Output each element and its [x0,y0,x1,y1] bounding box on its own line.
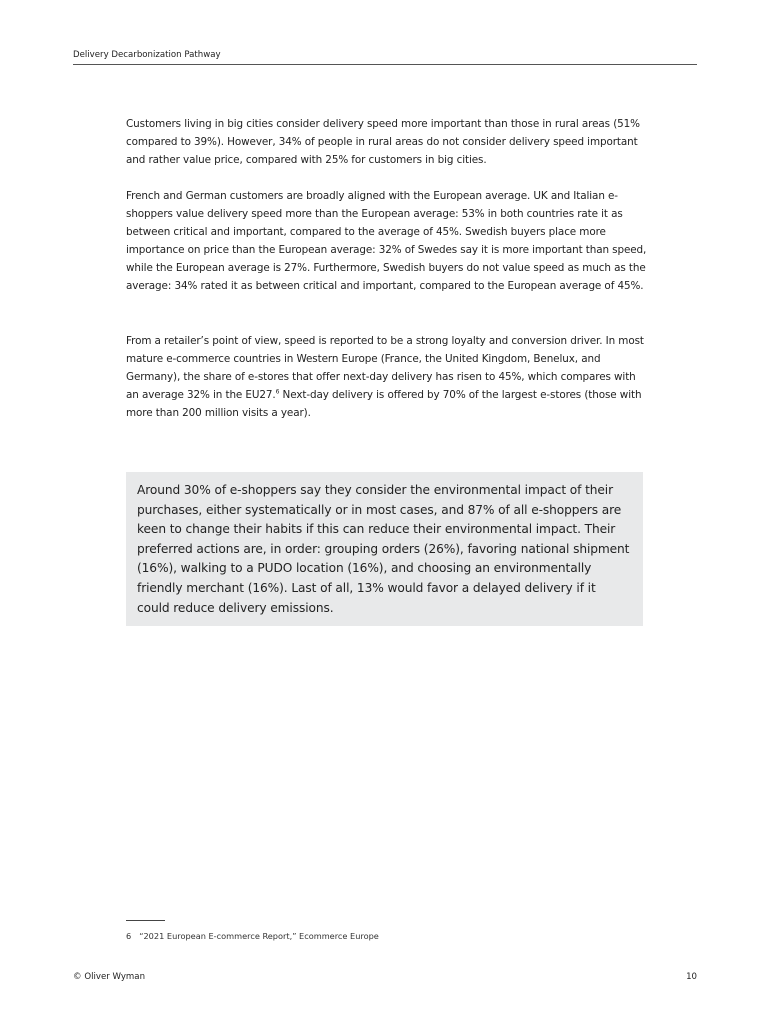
callout-text: Around 30% of e-shoppers say they consider the environmental impact of their purchases, either systematically or in most cases, and 87% of all e-shoppers are keen to change their habits if this can reduce their environmental impact. Their preferred actions are, in order: grouping orders (26%), favoring national shipment (16%), walking to a PUDO location (16%), and choosing an environmentally friendly merchant (16%). Last of all, 13% would favor a delayed delivery if it could reduce delivery emissions. [137,483,630,615]
running-header-title: Delivery Decarbonization Pathway [73,50,221,60]
header-divider [73,64,697,65]
footnote [126,931,379,941]
footnote-number: 6 [126,931,132,941]
body-paragraph-3 [126,332,651,422]
page-number: 10 [686,972,697,982]
body-paragraph-3-text-continued: Next-day delivery is offered by 70% of the largest e-stores (those with more than 200 million visits a year). [126,389,642,419]
callout-box [126,472,643,626]
body-paragraph-2: French and German customers are broadly aligned with the European average. UK and Italian e-shoppers value delivery speed more than the European average: 53% in both countries rate it as between critical and important, compared to the average of 45%. Swedish buyers place more importance on price than the European average: 32% of Swedes say it is more important than speed, while the European average is 27%. Furthermore, Swedish buyers do not value speed as much as the average: 34% rated it as between critical and important, compared to the European average of 45%. [126,190,647,292]
body-paragraph-3-text: From a retailer’s point of view, speed is reported to be a strong loyalty and conversion driver. In most mature e-commerce countries in Western Europe (France, the United Kingdom, Benelux, and Germany), the share of e-stores that offer next-day delivery has risen to 45%, which compares with an average 32% in the EU27. [126,335,644,401]
footnote-reference-6[interactable]: 6 [275,388,280,396]
footer-copyright: © Oliver Wyman [73,972,146,982]
footnote-text: “2021 European E-commerce Report,” Ecommerce Europe [139,931,379,941]
footnote-divider [126,920,165,921]
body-paragraph-1: Customers living in big cities consider delivery speed more important than those in rural areas (51% compared to 39%). However, 34% of people in rural areas do not consider delivery speed important and rather value price, compared with 25% for customers in big cities. [126,118,640,166]
